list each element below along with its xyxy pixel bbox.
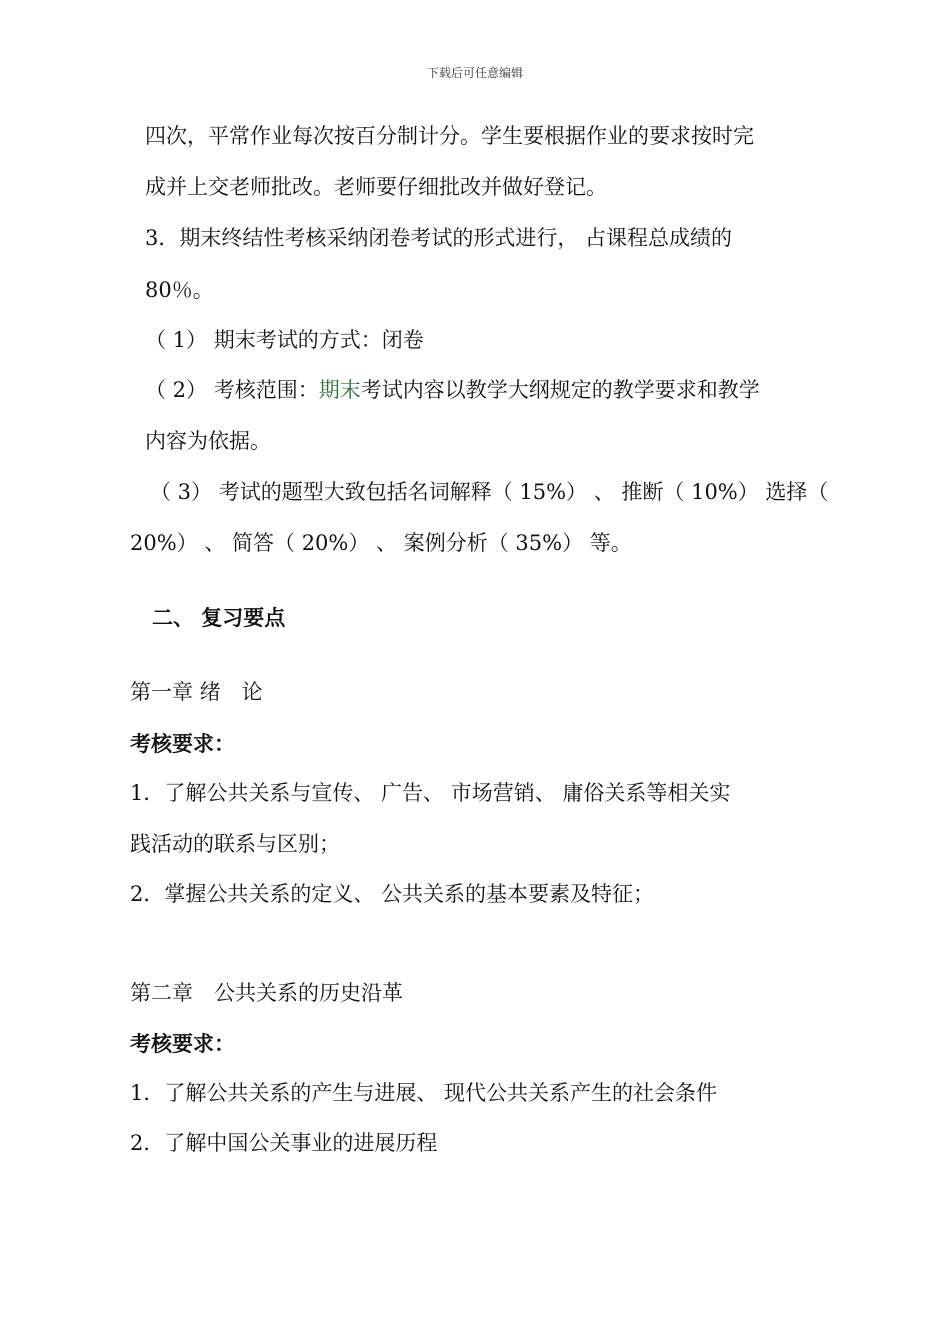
list-item xyxy=(145,380,760,401)
highlighted-text: 期末 xyxy=(318,378,361,402)
chapter-title: 第一章 绪 论 xyxy=(130,680,263,704)
paragraph-line: 成并上交老师批改。老师要仔细批改并做好登记。 xyxy=(145,175,607,199)
paragraph-line: 四次，平常作业每次按百分制计分。学生要根据作业的要求按时完 xyxy=(145,124,754,148)
section-heading: 二、 复习要点 xyxy=(152,605,286,630)
paragraph-line: 20%） 、 简答（ 20%） 、 案例分析（ 35%） 等。 xyxy=(130,531,632,555)
list-item-text: 考试内容以教学大纲规定的教学要求和教学 xyxy=(360,378,760,402)
paragraph-line: 践活动的联系与区别； xyxy=(130,832,340,856)
paragraph-line: 80％。 xyxy=(145,278,214,302)
list-item: 1．了解公共关系的产生与进展、 现代公共关系产生的社会条件 xyxy=(130,1081,718,1105)
list-item: （ 1） 期末考试的方式：闭卷 xyxy=(145,328,424,352)
paragraph-line: 3．期末终结性考核采纳闭卷考试的形式进行， 占课程总成绩的 xyxy=(145,226,733,250)
list-item: 2．了解中国公关事业的进展历程 xyxy=(130,1131,438,1155)
list-item-label: （ 2） 考核范围： xyxy=(145,378,319,402)
list-item: 1．了解公共关系与宣传、 广告、 市场营销、 庸俗关系等相关实 xyxy=(130,781,731,805)
list-item: 2．掌握公共关系的定义、 公共关系的基本要素及特征； xyxy=(130,882,655,906)
page-header: 下载后可任意编辑 xyxy=(426,66,523,80)
list-item: （ 3） 考试的题型大致包括名词解释（ 15%） 、 推断（ 10%） 选择（ xyxy=(150,480,829,504)
requirements-label: 考核要求： xyxy=(130,731,235,756)
paragraph-line: 内容为依据。 xyxy=(145,429,271,453)
chapter-title: 第二章 公共关系的历史沿革 xyxy=(130,981,403,1005)
requirements-label: 考核要求： xyxy=(130,1031,235,1056)
